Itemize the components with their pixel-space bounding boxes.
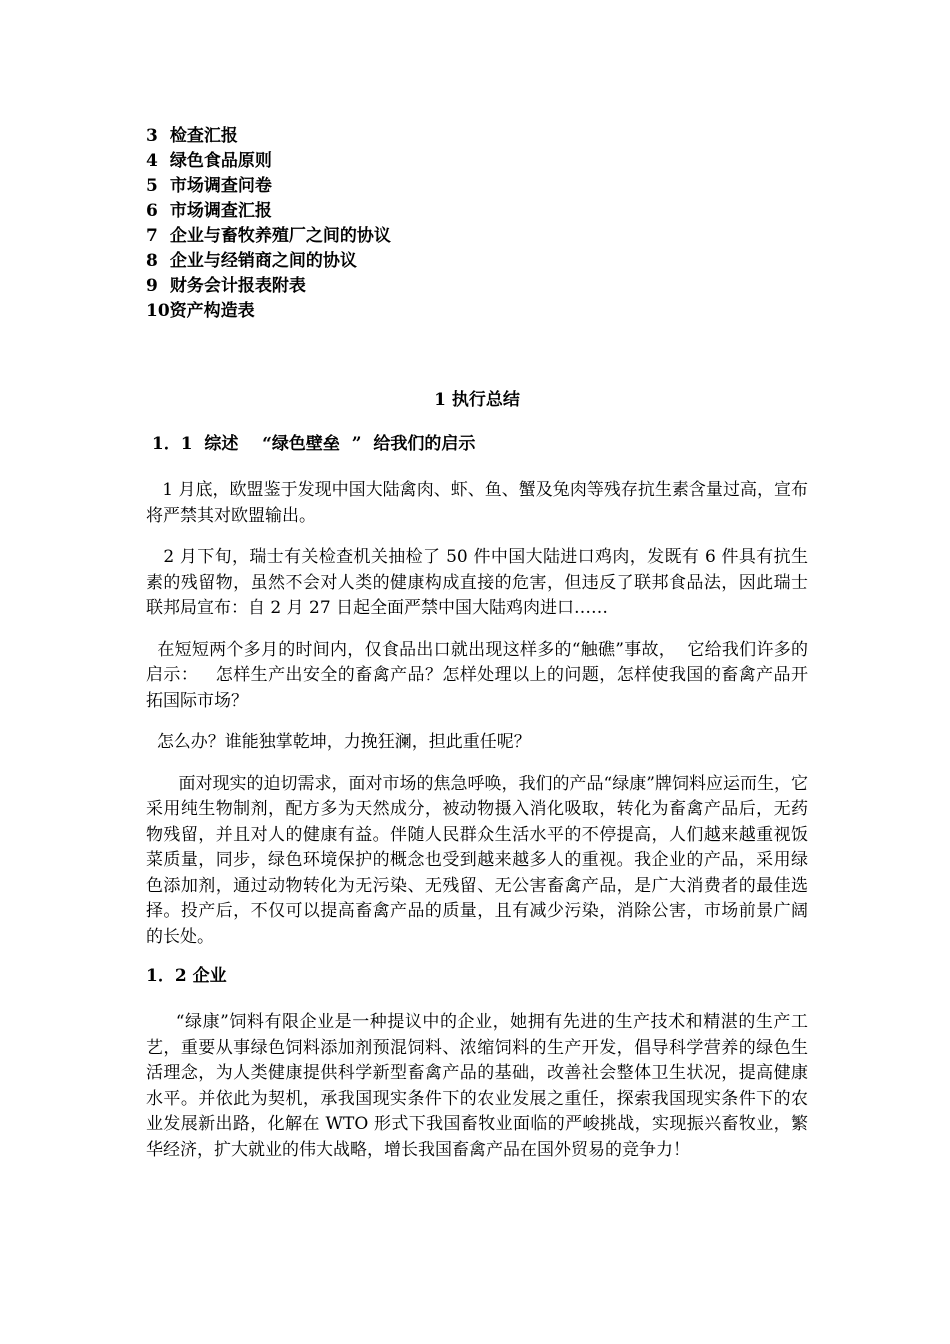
list-item-label: 市场调查汇报 [169, 201, 272, 221]
list-item-label: 资产构造表 [169, 301, 255, 321]
list-item-label: 市场调查问卷 [169, 176, 272, 196]
body-paragraph: 在短短两个多月的时间内，仅食品出口就出现这样多的“触礁”事故， 它给我们许多的启示： 怎样生产出安全的畜禽产品？怎样处理以上的问题，怎样使我国的畜禽产品开拓国际市场？ [146, 639, 808, 711]
body-paragraph: 面对现实的迫切需求，面对市场的焦急呼唤，我们的产品“绿康”牌饲料应运而生，它采用纯生物制剂，配方多为天然成分，被动物摄入消化吸取，转化为畜禽产品后，无药物残留，并且对人的健康有益。伴随人民群众生活水平的不停提高，人们越来越重视饭菜质量，同步，绿色环境保护的概念也受到越来越多人的重视。我企业的产品，采用绿色添加剂，通过动物转化为无污染、无残留、无公害畜禽产品，是广大消费者的最佳选择。投产后，不仅可以提高畜禽产品的质量，且有减少污染，消除公害，市场前景广阔的长处。 [146, 773, 808, 947]
list-item [146, 274, 808, 299]
document-page [146, 124, 808, 1163]
list-item [146, 299, 808, 324]
list-item-label: 绿色食品原则 [169, 151, 272, 171]
section-title: 1 执行总结 [434, 390, 520, 410]
list-item-number: 4 [146, 151, 158, 171]
list-item [146, 149, 808, 174]
list-item-number: 9 [146, 276, 158, 296]
list-item [146, 174, 808, 199]
body-paragraph: 1 月底，欧盟鉴于发现中国大陆禽肉、虾、鱼、蟹及兔肉等残存抗生素含量过高，宣布将严禁其对欧盟输出。 [146, 480, 809, 526]
list-item [146, 249, 808, 274]
list-item-number: 10 [146, 301, 170, 321]
list-item-number: 5 [146, 176, 158, 196]
list-item-label: 财务会计报表附表 [169, 276, 306, 296]
list-item [146, 224, 808, 249]
list-item-number: 6 [146, 201, 158, 221]
body-paragraph: 2 月下旬，瑞士有关检查机关抽检了 50 件中国大陆进口鸡肉，发既有 6 件具有抗生素的残留物，虽然不会对人类的健康构成直接的危害，但违反了联邦食品法，因此瑞士联邦局宣布：自 2 月 27 日起全面严禁中国大陆鸡肉进口…… [146, 547, 809, 618]
list-item-number: 8 [146, 251, 158, 271]
list-item [146, 199, 808, 224]
list-item-label: 检查汇报 [169, 126, 238, 146]
body-paragraph: 怎么办？谁能独掌乾坤，力挽狂澜，担此重任呢？ [146, 732, 531, 752]
list-item-label: 企业与畜牧养殖厂之间的协议 [169, 226, 391, 246]
subsection-heading-company: 1．2 企业 [146, 966, 227, 986]
subsection-heading-overview: 1．1 综述 “绿色壁垒 ” 给我们的启示 [146, 434, 476, 454]
body-paragraph: “绿康”饲料有限企业是一种提议中的企业，她拥有先进的生产技术和精湛的生产工艺，重要从事绿色饲料添加剂预混饲料、浓缩饲料的生产开发，倡导科学营养的绿色生活理念，为人类健康提供科学新型畜禽产品的基础，改善社会整体卫生状况，提高健康水平。并依此为契机，承我国现实条件下的农业发展之重任，探索我国现实条件下的农业发展新出路，化解在 WTO 形式下我国畜牧业面临的严峻挑战，实现振兴畜牧业，繁华经济，扩大就业的伟大战略，增长我国畜禽产品在国外贸易的竞争力！ [146, 1012, 808, 1160]
list-item-number: 7 [146, 226, 158, 246]
list-item-number: 3 [146, 126, 158, 146]
list-item-label: 企业与经销商之间的协议 [169, 251, 357, 271]
list-item [146, 124, 808, 149]
appendix-list [146, 124, 808, 324]
